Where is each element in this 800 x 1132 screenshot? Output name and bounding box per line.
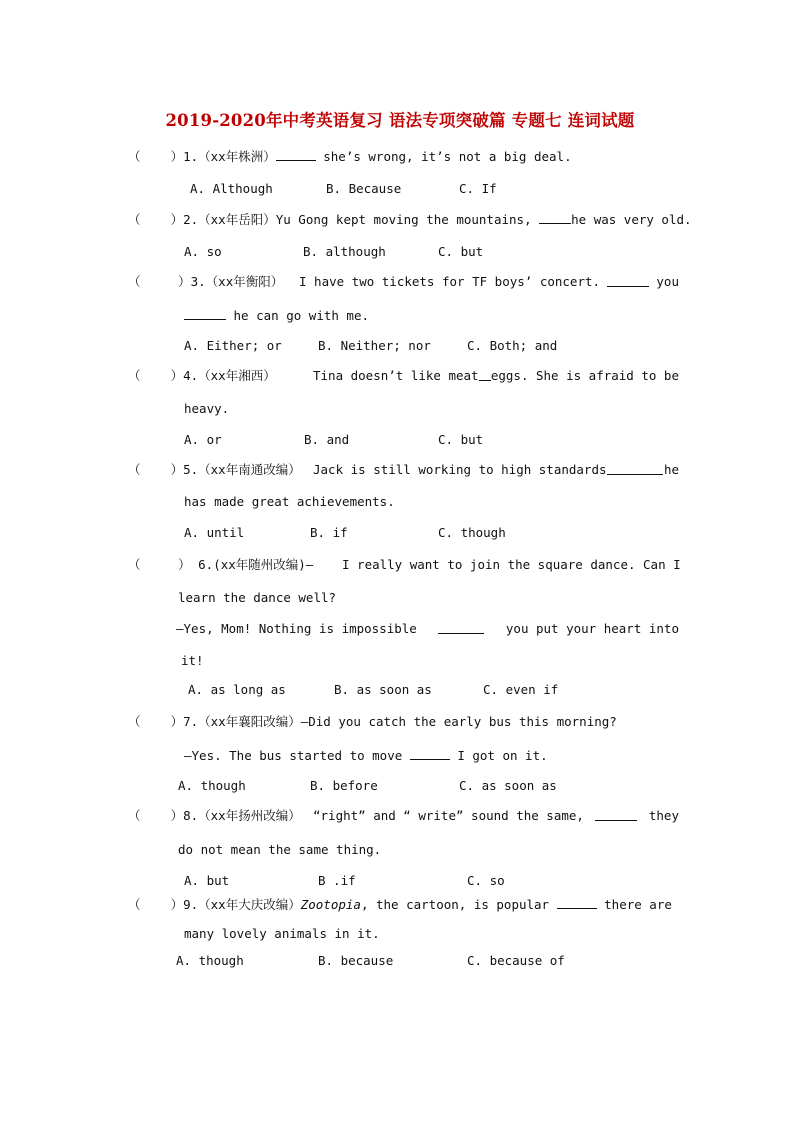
question-3-blank-1 bbox=[607, 274, 649, 287]
question-3-blank-2 bbox=[184, 307, 226, 320]
question-6-option-b: B. as soon as bbox=[334, 682, 432, 697]
question-7-option-b: B. before bbox=[310, 778, 378, 793]
question-1-number: （ ）1.（xx年株洲） bbox=[128, 149, 276, 164]
question-6-option-a: A. as long as bbox=[188, 682, 286, 697]
question-3-option-a: A. Either; or bbox=[184, 338, 282, 353]
question-8-option-b: B .if bbox=[318, 873, 356, 888]
question-3-option-b: B. Neither; nor bbox=[318, 338, 431, 353]
question-8-line-2: do not mean the same thing. bbox=[178, 842, 382, 857]
question-6-line-1: I really want to join the square dance. Can I bbox=[342, 557, 681, 572]
question-4-option-a: A. or bbox=[184, 432, 222, 447]
question-9-number: （ ）9.（xx年大庆改编） bbox=[128, 897, 301, 912]
question-3-number: （ ）3.（xx年衡阳） bbox=[128, 274, 284, 289]
question-1-option-c: C. If bbox=[459, 181, 497, 196]
question-3-option-c: C. Both; and bbox=[467, 338, 558, 353]
question-9-option-a: A. though bbox=[176, 953, 244, 968]
question-5-line-1: Jack is still working to high standards he bbox=[313, 462, 679, 477]
question-8-number: （ ）8.（xx年扬州改编） bbox=[128, 808, 301, 823]
question-3-line-1: I have two tickets for TF boys’ concert. you bbox=[299, 274, 679, 289]
question-1-option-a: A. Although bbox=[190, 181, 273, 196]
question-4-line-2: heavy. bbox=[184, 401, 230, 416]
question-7-number: （ ）7.（xx年襄阳改编） bbox=[128, 714, 301, 729]
question-2-option-b: B. although bbox=[303, 244, 386, 259]
question-8-option-a: A. but bbox=[184, 873, 230, 888]
question-6-line-2: learn the dance well? bbox=[178, 590, 337, 605]
question-7-option-a: A. though bbox=[178, 778, 246, 793]
question-5-option-b: B. if bbox=[310, 525, 348, 540]
question-7: （ ）7.（xx年襄阳改编）—Did you catch the early bus this morning? bbox=[128, 714, 617, 729]
question-8-blank bbox=[595, 808, 637, 821]
question-9-title-italic: Zootopia bbox=[300, 897, 361, 912]
question-8-option-c: C. so bbox=[467, 873, 505, 888]
question-9: （ ）9.（xx年大庆改编）Zootopia, the cartoon, is popular there are bbox=[128, 897, 672, 912]
question-6-blank bbox=[438, 621, 484, 634]
question-6-line-3: —Yes, Mom! Nothing is impossible you put your heart into bbox=[176, 621, 679, 636]
question-4-number: （ ）4.（xx年湘西） bbox=[128, 368, 276, 383]
question-5-option-a: A. until bbox=[184, 525, 245, 540]
question-1-blank bbox=[276, 148, 316, 161]
question-8-line-1: “right” and “ write” sound the same, they bbox=[313, 808, 679, 823]
question-1: （ ）1.（xx年株洲） she’s wrong, it’s not a big deal. bbox=[128, 149, 572, 164]
question-1-option-b: B. Because bbox=[326, 181, 402, 196]
question-7-option-c: C. as soon as bbox=[459, 778, 557, 793]
question-5-option-c: C. though bbox=[438, 525, 506, 540]
question-7-blank bbox=[410, 747, 450, 760]
question-2: （ ）2.（xx年岳阳）Yu Gong kept moving the mountains, he was very old. bbox=[128, 212, 692, 227]
question-9-line-2: many lovely animals in it. bbox=[184, 926, 380, 941]
question-9-option-c: C. because of bbox=[467, 953, 565, 968]
question-2-option-c: C. but bbox=[438, 244, 484, 259]
question-5-line-2: has made great achievements. bbox=[184, 494, 395, 509]
question-2-option-a: A. so bbox=[184, 244, 222, 259]
question-9-blank bbox=[557, 896, 597, 909]
document-title: 2019-2020年中考英语复习 语法专项突破篇 专题七 连词试题 bbox=[165, 111, 635, 130]
question-4-option-c: C. but bbox=[438, 432, 484, 447]
question-5-blank bbox=[607, 462, 663, 475]
question-6-option-c: C. even if bbox=[483, 682, 559, 697]
question-4-option-b: B. and bbox=[304, 432, 350, 447]
question-5-number: （ ）5.（xx年南通改编） bbox=[128, 462, 301, 477]
question-4-blank bbox=[479, 368, 491, 381]
question-6-number: （ ） 6.(xx年随州改编)— bbox=[128, 557, 314, 572]
question-2-number: （ ）2.（xx年岳阳） bbox=[128, 212, 276, 227]
question-3-line-2: he can go with me. bbox=[184, 307, 369, 324]
question-2-blank bbox=[539, 211, 571, 224]
question-7-line-2: —Yes. The bus started to move I got on it. bbox=[184, 748, 548, 763]
question-6-line-4: it! bbox=[181, 653, 204, 668]
question-4-line-1: Tina doesn’t like meat eggs. She is afraid to be bbox=[313, 368, 679, 383]
question-9-option-b: B. because bbox=[318, 953, 394, 968]
